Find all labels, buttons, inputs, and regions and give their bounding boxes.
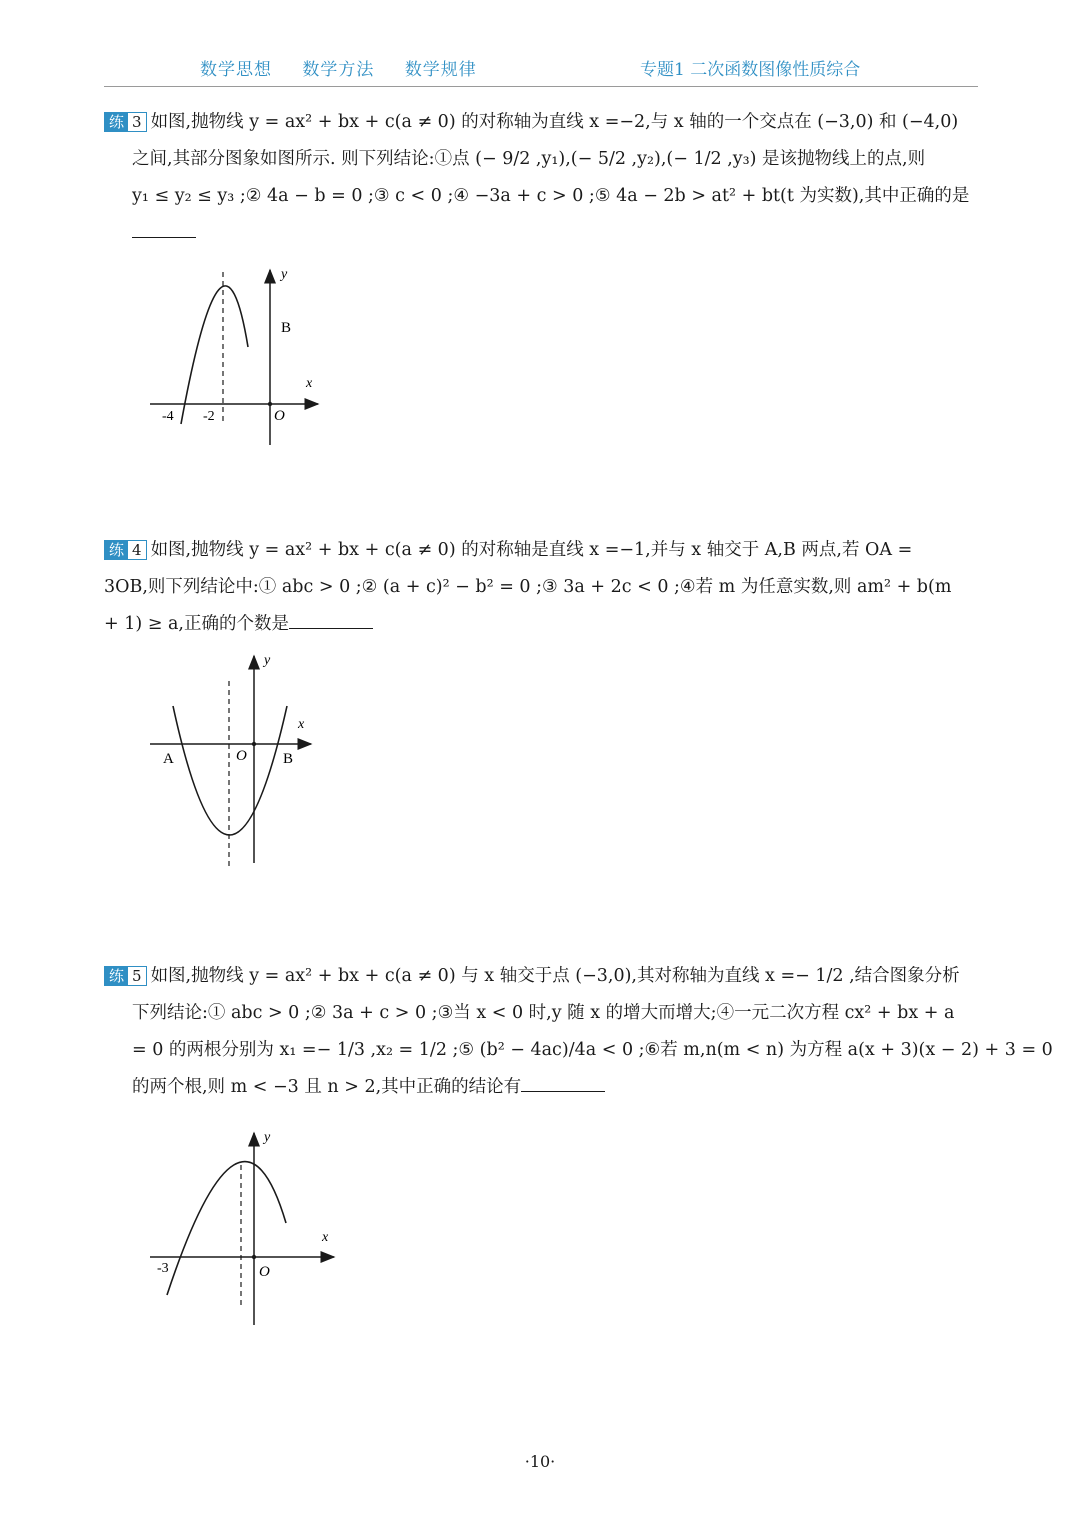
point-label: B bbox=[281, 320, 292, 336]
origin-label: O bbox=[274, 408, 285, 424]
header-item: 数学思想 bbox=[200, 60, 272, 80]
problem-4 bbox=[104, 532, 980, 643]
page-number: ·10· bbox=[524, 1452, 556, 1471]
y-axis-label: y bbox=[264, 1130, 271, 1145]
exercise-badge: 练 3 bbox=[104, 104, 147, 141]
origin-label: O bbox=[259, 1264, 270, 1280]
parabola-graph-4 bbox=[148, 648, 328, 873]
problem-line: 练 3 如图,抛物线 y = ax² + bx + c(a ≠ 0) 的对称轴为直线 x =−2,与 x 轴的一个交点在 (−3,0) 和 (−4,0) bbox=[104, 104, 980, 141]
point-label: A bbox=[163, 751, 174, 767]
tick-label: -4 bbox=[162, 409, 174, 424]
y-axis-label: y bbox=[264, 653, 271, 668]
origin-dot bbox=[252, 742, 256, 746]
header-item: 数学规律 bbox=[404, 60, 477, 80]
answer-blank[interactable] bbox=[289, 608, 373, 629]
problem-line: + 1) ≥ a,正确的个数是 bbox=[104, 606, 980, 643]
tick-label: -2 bbox=[203, 409, 215, 424]
origin-dot bbox=[268, 402, 272, 406]
problem-line: 练 4 如图,抛物线 y = ax² + bx + c(a ≠ 0) 的对称轴是直线 x =−1,并与 x 轴交于 A,B 两点,若 OA = bbox=[104, 532, 980, 569]
parabola-curve bbox=[173, 706, 287, 835]
answer-blank[interactable] bbox=[521, 1071, 605, 1092]
parabola-graph-3 bbox=[148, 262, 328, 452]
figure-5 bbox=[148, 1127, 348, 1336]
origin-dot bbox=[252, 1255, 256, 1259]
header-topic: 专题1 二次函数图像性质综合 bbox=[640, 60, 861, 80]
problem-5 bbox=[104, 958, 1053, 1106]
page-header bbox=[0, 55, 1080, 89]
figure-4 bbox=[148, 648, 328, 877]
problem-line: = 0 的两根分别为 x₁ =− 1/3 ,x₂ = 1/2 ;⑤ (b² − 4ac)/4a < 0 ;⑥若 m,n(m < n) 为方程 a(x + 3)(x − 2) + 3 = 0 bbox=[132, 1040, 1053, 1060]
header-rule bbox=[104, 86, 978, 87]
point-label: B bbox=[283, 751, 294, 767]
exercise-badge: 练 4 bbox=[104, 532, 147, 569]
problem-line: 3OB,则下列结论中:① abc > 0 ;② (a + c)² − b² = 0 ;③ 3a + 2c < 0 ;④若 m 为任意实数,则 am² + b(m bbox=[104, 577, 952, 597]
header-themes bbox=[200, 55, 501, 80]
figure-3 bbox=[148, 262, 328, 456]
problem-line: 的两个根,则 m < −3 且 n > 2,其中正确的结论有 bbox=[104, 1069, 980, 1106]
answer-line bbox=[104, 215, 980, 252]
x-axis-label: x bbox=[306, 376, 313, 391]
tick-label: -3 bbox=[157, 1261, 169, 1276]
x-axis-label: x bbox=[298, 717, 305, 732]
problem-line: 之间,其部分图象如图所示. 则下列结论:①点 (− 9/2 ,y₁),(− 5/2 ,y₂),(− 1/2 ,y₃) 是该抛物线上的点,则 bbox=[132, 149, 926, 169]
problem-line: 下列结论:① abc > 0 ;② 3a + c > 0 ;③当 x < 0 时,y 随 x 的增大而增大;④一元二次方程 cx² + bx + a bbox=[132, 1003, 955, 1023]
header-item: 数学方法 bbox=[302, 60, 375, 80]
answer-blank[interactable] bbox=[132, 217, 196, 238]
parabola-graph-5 bbox=[148, 1127, 348, 1332]
problem-3 bbox=[104, 104, 980, 252]
x-axis-label: x bbox=[322, 1230, 329, 1245]
problem-line: 练 5 如图,抛物线 y = ax² + bx + c(a ≠ 0) 与 x 轴交于点 (−3,0),其对称轴为直线 x =− 1/2 ,结合图象分析 bbox=[104, 958, 980, 995]
problem-line: y₁ ≤ y₂ ≤ y₃ ;② 4a − b = 0 ;③ c < 0 ;④ −3a + c > 0 ;⑤ 4a − 2b > at² + bt(t 为实数),其中正确的是 bbox=[132, 186, 970, 206]
origin-label: O bbox=[236, 748, 247, 764]
y-axis-label: y bbox=[281, 267, 288, 282]
exercise-badge: 练 5 bbox=[104, 958, 147, 995]
